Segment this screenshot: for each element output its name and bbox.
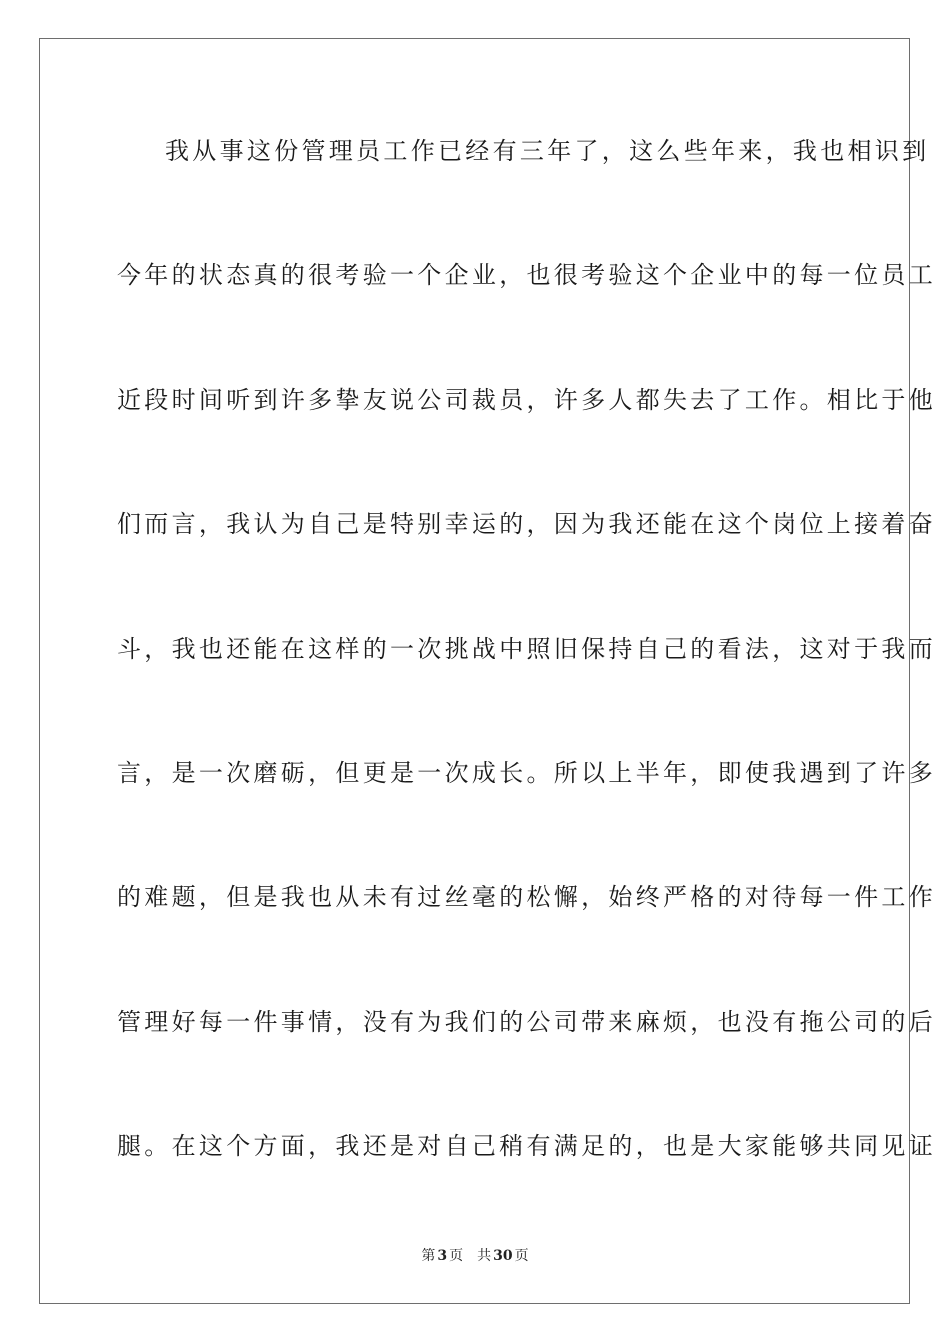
paragraph-line-3: 近段时间听到许多挚友说公司裁员，许多人都失去了工作。相比于他: [117, 385, 936, 414]
page-prefix: 第: [421, 1248, 436, 1264]
page-suffix: 页: [449, 1248, 464, 1264]
total-prefix: 共: [477, 1248, 492, 1264]
paragraph-line-6: 言，是一次磨砺，但更是一次成长。所以上半年，即使我遇到了许多: [117, 758, 936, 787]
paragraph-line-1: 我从事这份管理员工作已经有三年了，这么些年来，我也相识到: [165, 137, 930, 165]
paragraph-line-9: 腿。在这个方面，我还是对自己稍有满足的，也是大家能够共同见证: [117, 1132, 936, 1161]
page-number: 3: [437, 1248, 448, 1264]
page-footer: [0, 1246, 950, 1266]
paragraph-line-2: 今年的状态真的很考验一个企业，也很考验这个企业中的每一位员工: [117, 261, 936, 290]
paragraph-line-4: 们而言，我认为自己是特别幸运的，因为我还能在这个岗位上接着奋: [117, 510, 936, 539]
paragraph-line-5: 斗，我也还能在这样的一次挑战中照旧保持自己的看法，这对于我而: [117, 634, 936, 663]
paragraph-line-8: 管理好每一件事情，没有为我们的公司带来麻烦，也没有拖公司的后: [117, 1007, 936, 1036]
paragraph-line-7: 的难题，但是我也从未有过丝毫的松懈，始终严格的对待每一件工作: [117, 883, 936, 912]
total-pages: 30: [493, 1248, 513, 1264]
total-suffix: 页: [514, 1248, 529, 1264]
body-paragraph: [117, 128, 936, 1248]
